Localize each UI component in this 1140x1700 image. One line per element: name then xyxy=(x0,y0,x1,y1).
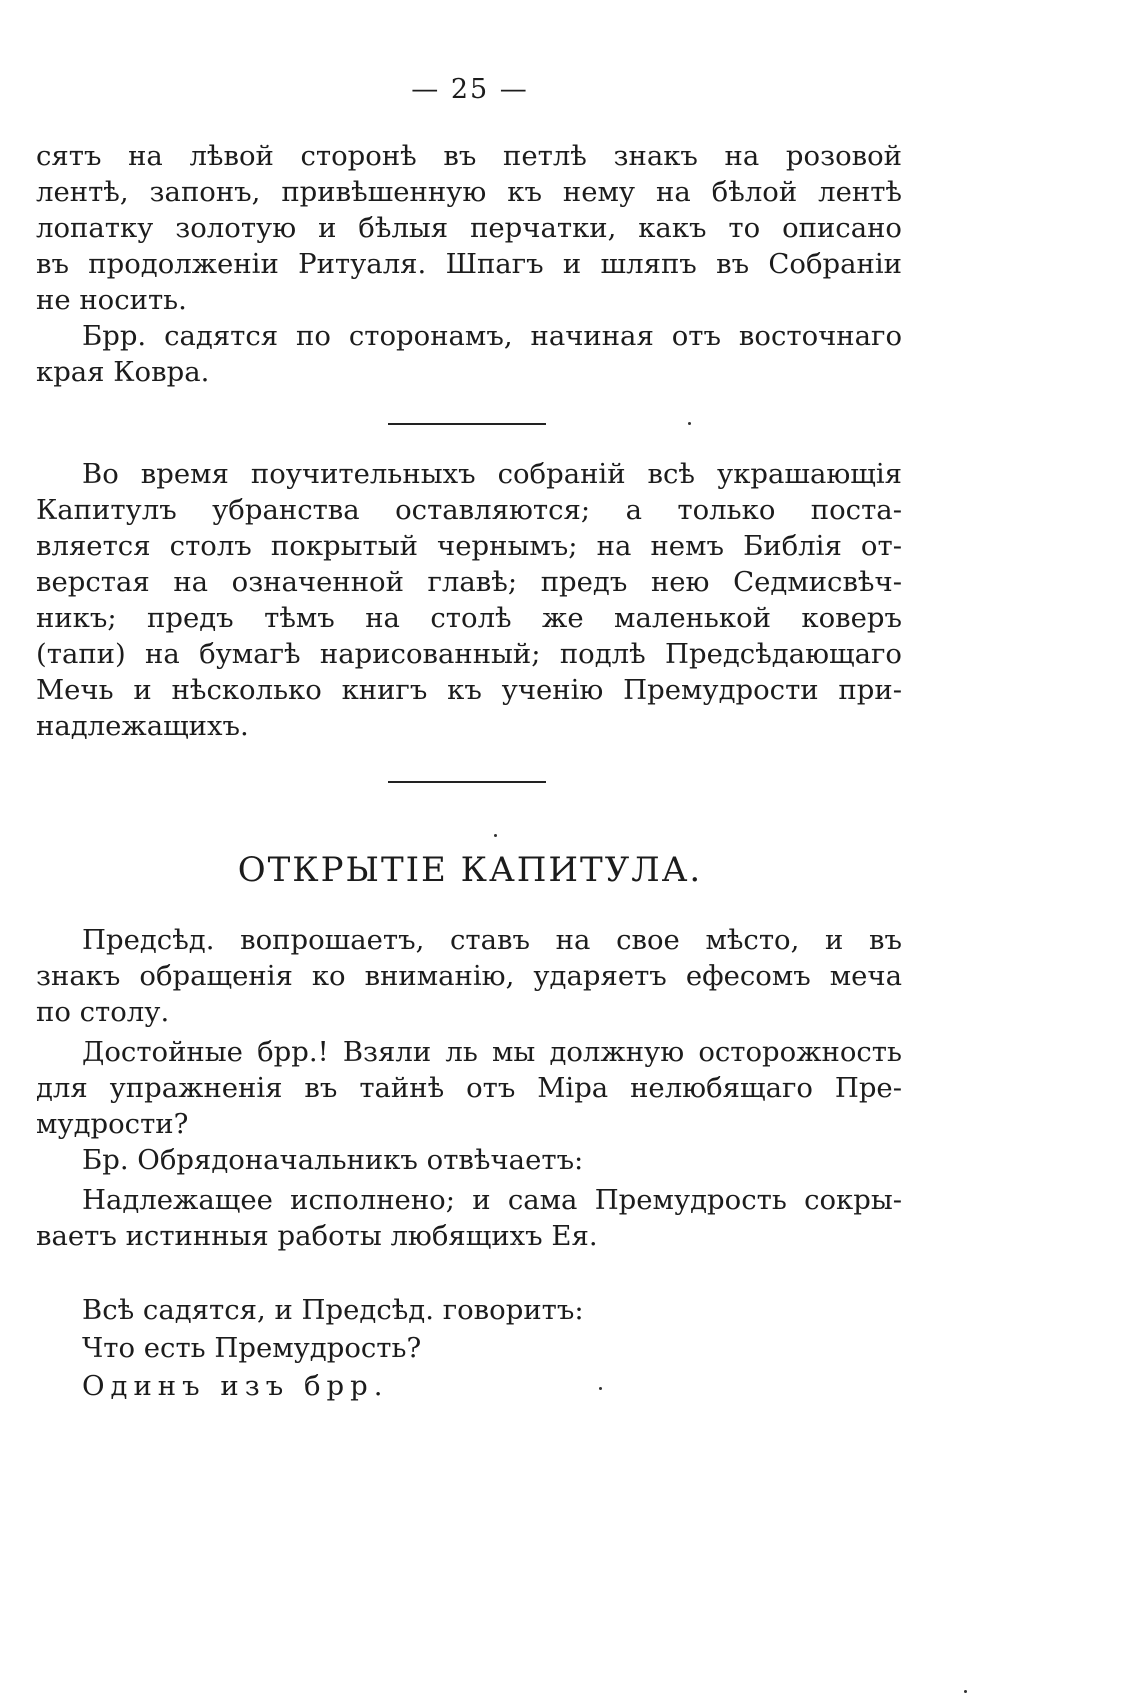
paragraph-one-brother xyxy=(36,1368,902,1404)
paragraph-seating xyxy=(36,318,902,390)
text-line: Что есть Премудрость? xyxy=(82,1332,422,1364)
text-line: надлежащихъ. xyxy=(36,710,249,742)
text-line: знакъ обращенiя ко вниманiю, ударяетъ ефесомъ меча xyxy=(36,960,902,992)
section-heading: ОТКРЫТIЕ КАПИТУЛА. xyxy=(237,850,703,890)
text-line: по столу. xyxy=(36,996,170,1028)
text-line: не носить. xyxy=(36,284,187,316)
paragraph-regalia xyxy=(36,138,902,318)
text-line: Всѣ садятся, и Предсѣд. говоритъ: xyxy=(82,1294,584,1326)
text-line: Брр. садятся по сторонамъ, начиная отъ восточнаго xyxy=(82,320,902,352)
text-line: Надлежащее исполнено; и сама Премудрость сокры- xyxy=(82,1184,902,1216)
text-line: вляется столъ покрытый чернымъ; на немъ Библiя от- xyxy=(36,530,902,562)
print-speck xyxy=(599,1387,602,1390)
text-line: для упражненiя въ тайнѣ отъ Мiра нелюбящаго Пре- xyxy=(36,1072,902,1104)
text-line: лопатку золотую и бѣлыя перчатки, какъ то описано xyxy=(36,212,902,244)
text-line: Бр. Обрядоначальникъ отвѣчаетъ: xyxy=(82,1144,584,1176)
paragraph-question xyxy=(36,1034,902,1142)
text-line: верстая на означенной главѣ; предъ нею Седмисвѣч- xyxy=(36,566,902,598)
paragraph-instruction-meetings xyxy=(36,456,902,744)
paragraph-wisdom-question xyxy=(36,1330,902,1366)
text-line: никъ; предъ тѣмъ на столѣ же маленькой коверъ xyxy=(36,602,902,634)
text-line: сятъ на лѣвой сторонѣ въ петлѣ знакъ на розовой xyxy=(36,140,902,172)
page-number: — 25 — xyxy=(411,74,529,105)
text-line: Одинъ изъ брр. xyxy=(82,1370,389,1402)
text-line: въ продолженiи Ритуаля. Шпагъ и шляпъ въ Собранiи xyxy=(36,248,902,280)
text-line: края Ковра. xyxy=(36,356,210,388)
text-line: (тапи) на бумагѣ нарисованный; подлѣ Предсѣдающаго xyxy=(36,638,902,670)
paragraph-speaker xyxy=(36,1142,902,1178)
print-speck xyxy=(964,1690,967,1693)
text-line: Предсѣд. вопрошаетъ, ставъ на свое мѣсто, и въ xyxy=(82,924,902,956)
print-speck xyxy=(688,422,691,425)
text-line: Во время поучительныхъ собранiй всѣ украшающiя xyxy=(82,458,902,490)
text-line: Достойные брр.! Взяли ль мы должную осторожность xyxy=(82,1036,902,1068)
section-divider xyxy=(388,781,546,783)
section-divider xyxy=(388,423,546,425)
text-line: ваетъ истинныя работы любящихъ Ея. xyxy=(36,1220,598,1252)
paragraph-opening-action xyxy=(36,922,902,1030)
text-line: мудрости? xyxy=(36,1108,189,1140)
text-line: Мечь и нѣсколько книгъ къ ученiю Премудрости при- xyxy=(36,674,902,706)
paragraph-all-sit xyxy=(36,1292,902,1328)
paragraph-answer xyxy=(36,1182,902,1254)
print-speck xyxy=(494,834,497,837)
text-line: лентѣ, запонъ, привѣшенную къ нему на бѣлой лентѣ xyxy=(36,176,902,208)
text-line: Капитулъ убранства оставляются; а только поста- xyxy=(36,494,902,526)
